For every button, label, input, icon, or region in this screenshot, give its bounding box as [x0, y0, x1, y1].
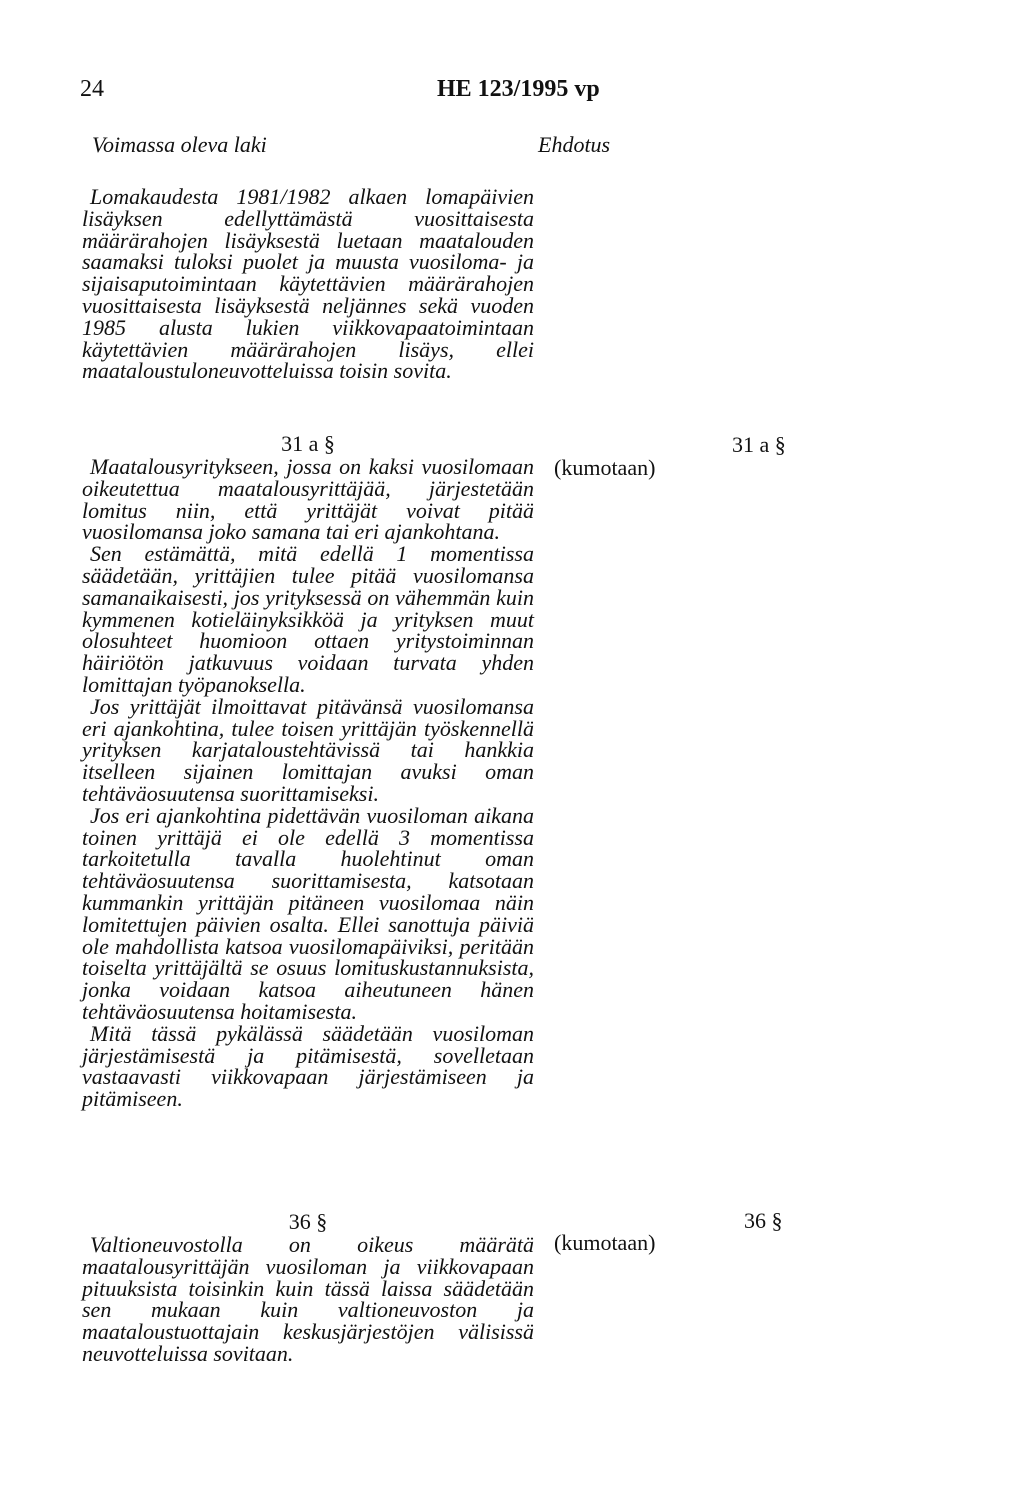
- section-31a-paragraph-4: Jos eri ajankohtina pidettävän vuosiloman aikana toinen yrittäjä ei ole edellä 3 momentissa tarkoitetulla tavalla huolehtinut oman tehtäväosuutensa suorittamisesta, katsotaan kummankin yrittäjän pitäneen vuosilomaa näin lomitettujen päivien osalta. Ellei sanottuja päiviä ole mahdollista katsoa vuosilomapäiviksi, peritään toiselta yrittäjältä se osuus lomituskustannuksista, jonka voidaan katsoa aiheutuneen hänen tehtäväosuutensa hoitamisesta.: [82, 802, 534, 1024]
- section-31a-repealed-note: (kumotaan): [554, 455, 656, 480]
- left-column-title: Voimassa oleva laki: [92, 132, 267, 157]
- section-36-repealed-note: (kumotaan): [554, 1230, 656, 1255]
- section-31a-heading: 31 a §: [281, 431, 335, 456]
- section-36-paragraph-1: Valtioneuvostolla on oikeus määrätä maatalousyrittäjän vuosiloman ja viikkovapaan pituuksista toisinkin kuin tässä laissa säädetään sen mukaan kuin valtioneuvoston ja maataloustuottajain keskusjärjestöjen välisissä neuvotteluissa sovitaan.: [82, 1232, 534, 1366]
- section-31a-paragraph-5: Mitä tässä pykälässä säädetään vuosiloman järjestämisestä ja pitämisestä, sovelletaan vastaavasti viikkovapaan järjestämiseen ja pitämiseen.: [82, 1020, 534, 1112]
- right-column-title: Ehdotus: [538, 132, 611, 157]
- section-31a-paragraph-3: Jos yrittäjät ilmoittavat pitävänsä vuosilomansa eri ajankohtina, tulee toisen yrittäjän työskennellä yrityksen karjataloustehtävissä tai hankkia itselleen sijainen lomittajan avuksi oman tehtäväosuutensa suorittamiseksi.: [82, 693, 534, 806]
- section-31a-paragraph-1: Maatalousyritykseen, jossa on kaksi vuosilomaan oikeutettua maatalousyrittäjää, järjestetään lomitus niin, että yrittäjät voivat pitää vuosilomansa joko samana tai eri ajankohtana.: [82, 454, 534, 545]
- page-number: 24: [80, 76, 104, 102]
- section-36-heading: 36 §: [288, 1209, 328, 1234]
- section-31a-current: [82, 432, 534, 1110]
- intro-text-block: [82, 186, 534, 382]
- section-36-current: [82, 1210, 534, 1365]
- section-31a-paragraph-2: Sen estämättä, mitä edellä 1 momentissa säädetään, yrittäjien tulee pitää vuosilomansa samanaikaisesti, jos yrityksessä on vähemmän kuin kymmenen kotieläinyksikköä ja yrityksen muut olosuhteet huomioon ottaen yritystoiminnan häiriötön jatkuvuus voidaan turvata yhden lomittajan työpanoksella.: [82, 541, 534, 697]
- section-36-proposal-heading: 36 §: [744, 1208, 783, 1233]
- intro-paragraph: Lomakaudesta 1981/1982 alkaen lomapäivien lisäyksen edellyttämästä vuosittaisesta määrärahojen lisäyksestä luetaan maatalouden saamaksi tuloksi puolet ja muusta vuosiloma- ja sijaisaputoimintaan käytettävien määrärahojen vuosittaisesta lisäyksestä neljännes sekä vuoden 1985 alusta lukien viikkovapaatoimintaan käytettävien määrärahojen lisäys, ellei maataloustuloneuvotteluissa toisin sovita.: [82, 184, 534, 384]
- section-31a-proposal-heading: 31 a §: [732, 432, 786, 457]
- document-id: HE 123/1995 vp: [437, 76, 600, 102]
